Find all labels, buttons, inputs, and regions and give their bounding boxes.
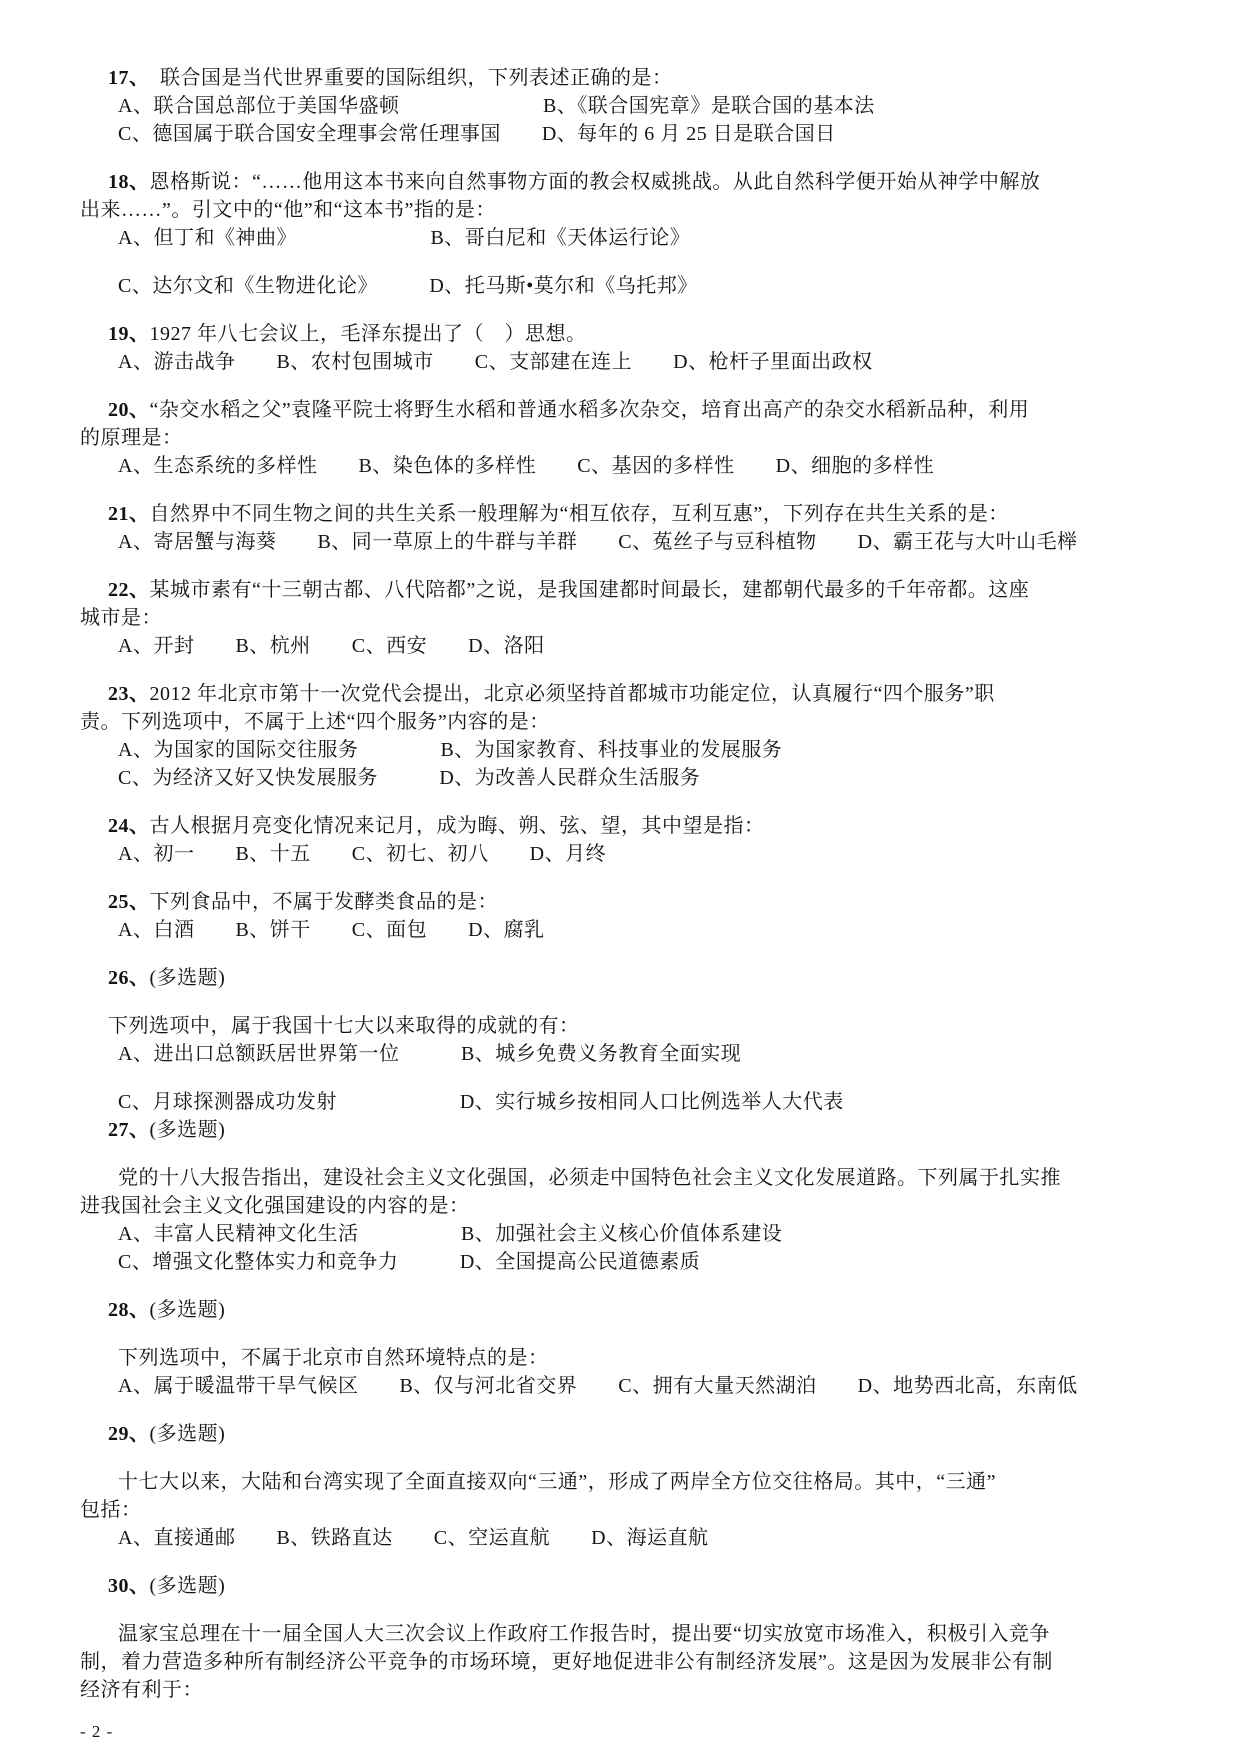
q22-options: A、开封 B、杭州 C、西安 D、洛阳: [118, 635, 545, 657]
q26-stem: 下列选项中，属于我国十七大以来取得的成就的有：: [108, 1015, 580, 1037]
q29-stem-cont: 包括：: [80, 1499, 142, 1521]
q27-options-ab: A、丰富人民精神文化生活 B、加强社会主义核心价值体系建设: [118, 1223, 783, 1245]
q18-options-ab: A、但丁和《神曲》 B、哥白尼和《天体运行论》: [118, 227, 691, 249]
question-number: 26、: [108, 967, 150, 989]
q25-stem: 25、下列食品中，不属于发酵类食品的是：: [108, 891, 498, 913]
q30-label: 30、(多选题): [108, 1575, 226, 1597]
q22-stem-cont: 城市是：: [80, 607, 162, 629]
question-number: 22、: [108, 579, 150, 601]
question-number: 19、: [108, 323, 150, 345]
question-number: 25、: [108, 891, 150, 913]
q27-label: 27、(多选题): [108, 1119, 226, 1141]
q20-options: A、生态系统的多样性 B、染色体的多样性 C、基因的多样性 D、细胞的多样性: [118, 455, 935, 477]
q27-stem-cont: 进我国社会主义文化强国建设的内容的是：: [80, 1195, 470, 1217]
q20-stem-cont: 的原理是：: [80, 427, 183, 449]
question-number: 30、: [108, 1575, 150, 1597]
question-number: 27、: [108, 1119, 150, 1141]
q23-stem: 23、2012 年北京市第十一次党代会提出，北京必须坚持首都城市功能定位，认真履行“四个服务”职: [108, 683, 995, 705]
q17-options-ab: A、联合国总部位于美国华盛顿 B、《联合国宪章》是联合国的基本法: [118, 95, 875, 117]
q18-stem: 18、恩格斯说：“……他用这本书来向自然事物方面的教会权威挑战。从此自然科学便开始从神学中解放: [108, 171, 1041, 193]
q26-options-cd: C、月球探测器成功发射 D、实行城乡按相同人口比例选举人大代表: [118, 1091, 844, 1113]
q19-stem: 19、1927 年八七会议上，毛泽东提出了（ ）思想。: [108, 323, 587, 345]
question-number: 18、: [108, 171, 150, 193]
q27-options-cd: C、增强文化整体实力和竞争力 D、全国提高公民道德素质: [118, 1251, 701, 1273]
q18-options-cd: C、达尔文和《生物进化论》 D、托马斯•莫尔和《乌托邦》: [118, 275, 698, 297]
q29-label: 29、(多选题): [108, 1423, 226, 1445]
question-number: 20、: [108, 399, 150, 421]
question-number: 29、: [108, 1423, 150, 1445]
q19-options: A、游击战争 B、农村包围城市 C、支部建在连上 D、枪杆子里面出政权: [118, 351, 873, 373]
q21-options: A、寄居蟹与海葵 B、同一草原上的牛群与羊群 C、菟丝子与豆科植物 D、霸王花与大叶山毛榉: [118, 531, 1078, 553]
q28-label: 28、(多选题): [108, 1299, 226, 1321]
q26-label: 26、(多选题): [108, 967, 226, 989]
q28-stem: 下列选项中，不属于北京市自然环境特点的是：: [118, 1347, 549, 1369]
q30-stem: 温家宝总理在十一届全国人大三次会议上作政府工作报告时，提出要“切实放宽市场准入，积极引入竞争: [118, 1623, 1050, 1645]
q24-options: A、初一 B、十五 C、初七、初八 D、月终: [118, 843, 607, 865]
exam-question-list: [80, 64, 1163, 1704]
q26-options-ab: A、进出口总额跃居世界第一位 B、城乡免费义务教育全面实现: [118, 1043, 742, 1065]
q17-stem: 17、 联合国是当代世界重要的国际组织，下列表述正确的是：: [108, 67, 673, 89]
q30-stem-cont1: 制，着力营造多种所有制经济公平竞争的市场环境，更好地促进非公有制经济发展”。这是因为发展非公有制: [80, 1651, 1053, 1673]
q30-stem-cont2: 经济有利于：: [80, 1679, 203, 1701]
q29-stem: 十七大以来，大陆和台湾实现了全面直接双向“三通”，形成了两岸全方位交往格局。其中，“三通”: [118, 1471, 997, 1493]
question-number: 21、: [108, 503, 150, 525]
q28-options: A、属于暖温带干旱气候区 B、仅与河北省交界 C、拥有大量天然湖泊 D、地势西北高，东南低: [118, 1375, 1078, 1397]
q22-stem: 22、某城市素有“十三朝古都、八代陪都”之说，是我国建都时间最长，建都朝代最多的千年帝都。这座: [108, 579, 1030, 601]
q24-stem: 24、古人根据月亮变化情况来记月，成为晦、朔、弦、望，其中望是指：: [108, 815, 765, 837]
question-number: 17、: [108, 67, 140, 89]
q18-stem-cont: 出来……”。引文中的“他”和“这本书”指的是：: [80, 199, 496, 221]
page-number: - 2 -: [80, 1722, 114, 1741]
question-number: 24、: [108, 815, 150, 837]
q17-options-cd: C、德国属于联合国安全理事会常任理事国 D、每年的 6 月 25 日是联合国日: [118, 123, 836, 145]
q23-options-ab: A、为国家的国际交往服务 B、为国家教育、科技事业的发展服务: [118, 739, 783, 761]
q25-options: A、白酒 B、饼干 C、面包 D、腐乳: [118, 919, 545, 941]
question-number: 23、: [108, 683, 150, 705]
q21-stem: 21、自然界中不同生物之间的共生关系一般理解为“相互依存，互利互惠”，下列存在共生关系的是：: [108, 503, 1009, 525]
question-number: 28、: [108, 1299, 150, 1321]
q27-stem: 党的十八大报告指出，建设社会主义文化强国，必须走中国特色社会主义文化发展道路。下列属于扎实推: [118, 1167, 1061, 1189]
q23-options-cd: C、为经济又好又快发展服务 D、为改善人民群众生活服务: [118, 767, 701, 789]
q20-stem: 20、“杂交水稻之父”袁隆平院士将野生水稻和普通水稻多次杂交，培育出高产的杂交水稻新品种，利用: [108, 399, 1030, 421]
q23-stem-cont: 责。下列选项中，不属于上述“四个服务”内容的是：: [80, 711, 550, 733]
q29-options: A、直接通邮 B、铁路直达 C、空运直航 D、海运直航: [118, 1527, 709, 1549]
